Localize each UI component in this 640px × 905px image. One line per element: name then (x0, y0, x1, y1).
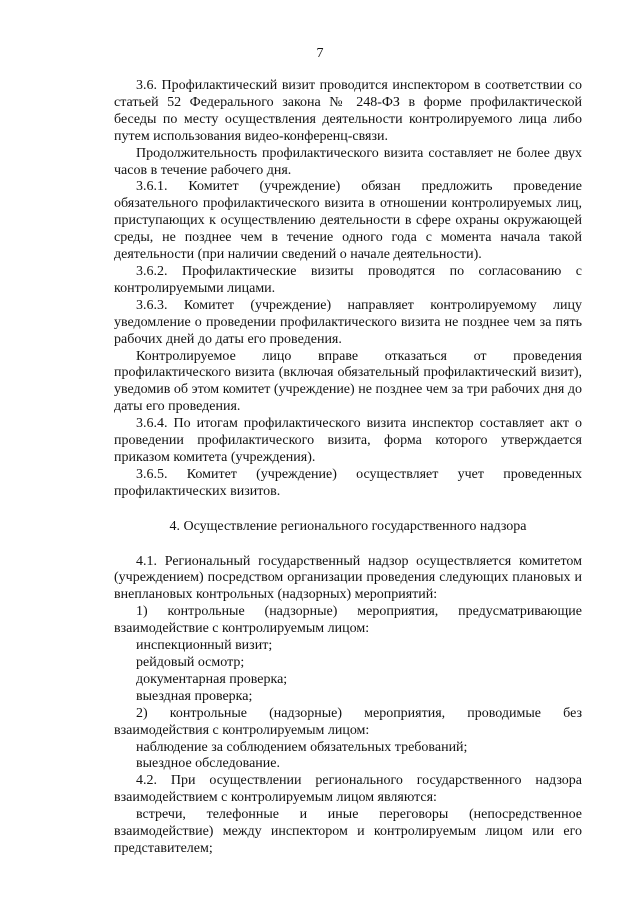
paragraph-item-1: 1) контрольные (надзорные) мероприятия, предусматривающие взаимодействие с контролируемым лицом: (114, 604, 582, 637)
paragraph-4-1: 4.1. Региональный государственный надзор осуществляется комитетом (учреждением) посредством организации проведения следующих плановых и внеплановых контрольных (надзорных) мероприятий: (114, 553, 582, 603)
paragraph-refusal: Контролируемое лицо вправе отказаться от проведения профилактического визита (включая обязательный профилактический визит), уведомив об этом комитет (учреждение) не позднее чем за три рабочих дня до даты его проведения. (114, 348, 582, 415)
paragraph-3-6-2: 3.6.2. Профилактические визиты проводятся по согласованию с контролируемыми лицами. (114, 263, 582, 296)
paragraph-3-6-5: 3.6.5. Комитет (учреждение) осуществляет учет проведенных профилактических визитов. (114, 466, 582, 499)
paragraph-3-6: 3.6. Профилактический визит проводится инспектором в соответствии со статьей 52 Федерального закона № 248-ФЗ в форме профилактической беседы по месту осуществления деятельности контролируемого лица либо путем использования видео-конференц-связи. (114, 78, 582, 144)
paragraph-item-2: 2) контрольные (надзорные) мероприятия, проводимые без взаимодействия с контролируемым лицом: (114, 705, 582, 738)
section-heading: 4. Осуществление регионального государственного надзора (169, 518, 527, 534)
paragraph-3-6-4: 3.6.4. По итогам профилактического визита инспектор составляет акт о проведении профилактического визита, форма которого утверждается приказом комитета (учреждения). (114, 416, 582, 465)
paragraph-4-2: 4.2. При осуществлении регионального государственного надзора взаимодействием с контролируемым лицом являются: (114, 773, 582, 806)
paragraph-3-6-3: 3.6.3. Комитет (учреждение) направляет контролируемому лицу уведомление о проведении профилактического визита не позднее чем за пять рабочих дней до даты его проведения. (114, 297, 582, 347)
list-item-documentary-check: документарная проверка; (136, 671, 288, 687)
list-item-observation: наблюдение за соблюдением обязательных требований; (136, 739, 468, 755)
paragraph-3-6-1: 3.6.1. Комитет (учреждение) обязан предложить проведение обязательного профилактического визита в отношении контролируемых лиц, приступающих к осуществлению деятельности в сфере охраны окружающей среды, не позднее чем в течение одного года с момента начала такой деятельности (при наличии сведений о начале деятельности). (114, 179, 582, 263)
page-number: 7 (316, 46, 324, 61)
list-item-field-survey: выездное обследование. (136, 756, 280, 772)
list-item-field-check: выездная проверка; (136, 688, 253, 704)
paragraph-meetings: встречи, телефонные и иные переговоры (непосредственное взаимодействие) между инспектором и контролируемым лицом или его представителем; (114, 807, 582, 856)
document-body (114, 78, 582, 858)
list-item-raid-inspection: рейдовый осмотр; (136, 655, 245, 670)
list-item-inspection-visit: инспекционный визит; (136, 638, 273, 654)
paragraph-visit-duration: Продолжительность профилактического визита составляет не более двух часов в течение рабочего дня. (114, 145, 582, 178)
